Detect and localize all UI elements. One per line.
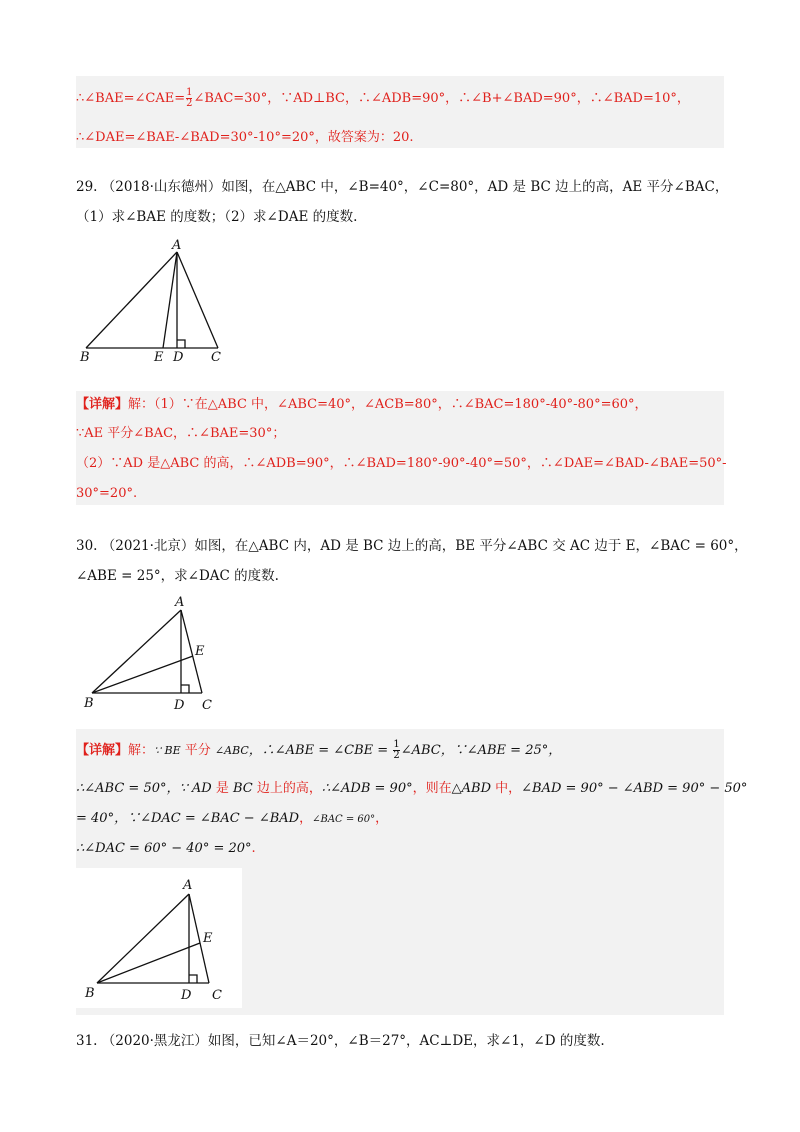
fig29-label-C: C xyxy=(211,350,221,365)
fraction-half: $\frac{1}{2}$ xyxy=(186,87,193,109)
solution-28-line-2: ∴∠DAE=∠BAE-∠BAD=30°-10°=20°，故答案为：20. xyxy=(76,130,414,145)
fig30-label-C: C xyxy=(202,698,212,713)
fig29-label-A: A xyxy=(172,238,182,253)
fig29-label-D: D xyxy=(173,350,184,365)
question-30-line-2: ∠ABE = 25°，求∠DAC 的度数. xyxy=(76,568,279,584)
fig30-label-A: A xyxy=(175,595,185,610)
fig29-label-B: B xyxy=(80,350,90,365)
question-29-line-1: 29. （2018·山东德州）如图，在△ABC 中，∠B=40°，∠C=80°，AD 是 BC 边上的高，AE 平分∠BAC， xyxy=(76,179,729,195)
solution-29-line-4: 30°=20°. xyxy=(76,486,138,501)
fig30-label-B: B xyxy=(84,696,94,711)
solution-30-line-3: = 40°，∵∠DAC = ∠BAC − ∠BAD，∠BAC = 60°， xyxy=(76,811,389,826)
solution-29-line-1: 【详解】解：（1）∵在△ABC 中，∠ABC=40°，∠ACB=80°，∴∠BAC=180°-40°-80°=60°， xyxy=(76,397,648,412)
solution-30-line-1: 【详解】解：∵ BE 平分 ∠ABC，∴∠ABE = ∠CBE = $\frac{1}{2}$ ∠ABC，∵∠ABE = 25°， xyxy=(76,739,562,761)
fig29-label-E: E xyxy=(154,350,164,365)
question-30-line-1: 30. （2021·北京）如图，在△ABC 内，AD 是 BC 边上的高，BE 平分∠ABC 交 AC 边于 E，∠BAC = 60°， xyxy=(76,538,748,554)
question-29-line-2: （1）求∠BAE 的度数；（2）求∠DAE 的度数. xyxy=(76,209,358,225)
solution-29-line-3: （2）∵AD 是△ABC 的高，∴∠ADB=90°，∴∠BAD=180°-90°-40°=50°，∴∠DAE=∠BAD-∠BAE=50°- xyxy=(76,456,727,471)
fig30b-label-E: E xyxy=(203,931,213,946)
fraction-half-2: $\frac{1}{2}$ xyxy=(393,739,400,761)
detail-tag: 【详解】 xyxy=(76,397,129,412)
fig30b-label-A: A xyxy=(183,878,193,893)
solution-30-line-2: ∴∠ABC = 50°，∵ AD 是 BC 边上的高，∴∠ADB = 90°，则在△ABD 中，∠BAD = 90° − ∠ABD = 90° − 50° xyxy=(76,781,748,796)
fig30-label-E: E xyxy=(195,644,205,659)
solution-30-line-4: ∴∠DAC = 60° − 40° = 20°. xyxy=(76,841,256,856)
fig30b-label-D: D xyxy=(181,988,192,1003)
fig30-label-D: D xyxy=(174,698,185,713)
fig30b-label-B: B xyxy=(85,986,95,1001)
solution-29-line-2: ∵AE 平分∠BAC，∴∠BAE=30°； xyxy=(76,426,286,441)
solution-28-line-1: ∴∠BAE=∠CAE= $\frac{1}{2}$ ∠BAC=30°，∵AD⊥BC，∴∠ADB=90°，∴∠B+∠BAD=90°，∴∠BAD=10°， xyxy=(76,87,690,109)
question-31-line-1: 31. （2020·黑龙江）如图，已知∠A＝20°，∠B＝27°，AC⊥DE，求∠1，∠D 的度数. xyxy=(76,1033,605,1049)
fig30b-label-C: C xyxy=(212,988,222,1003)
